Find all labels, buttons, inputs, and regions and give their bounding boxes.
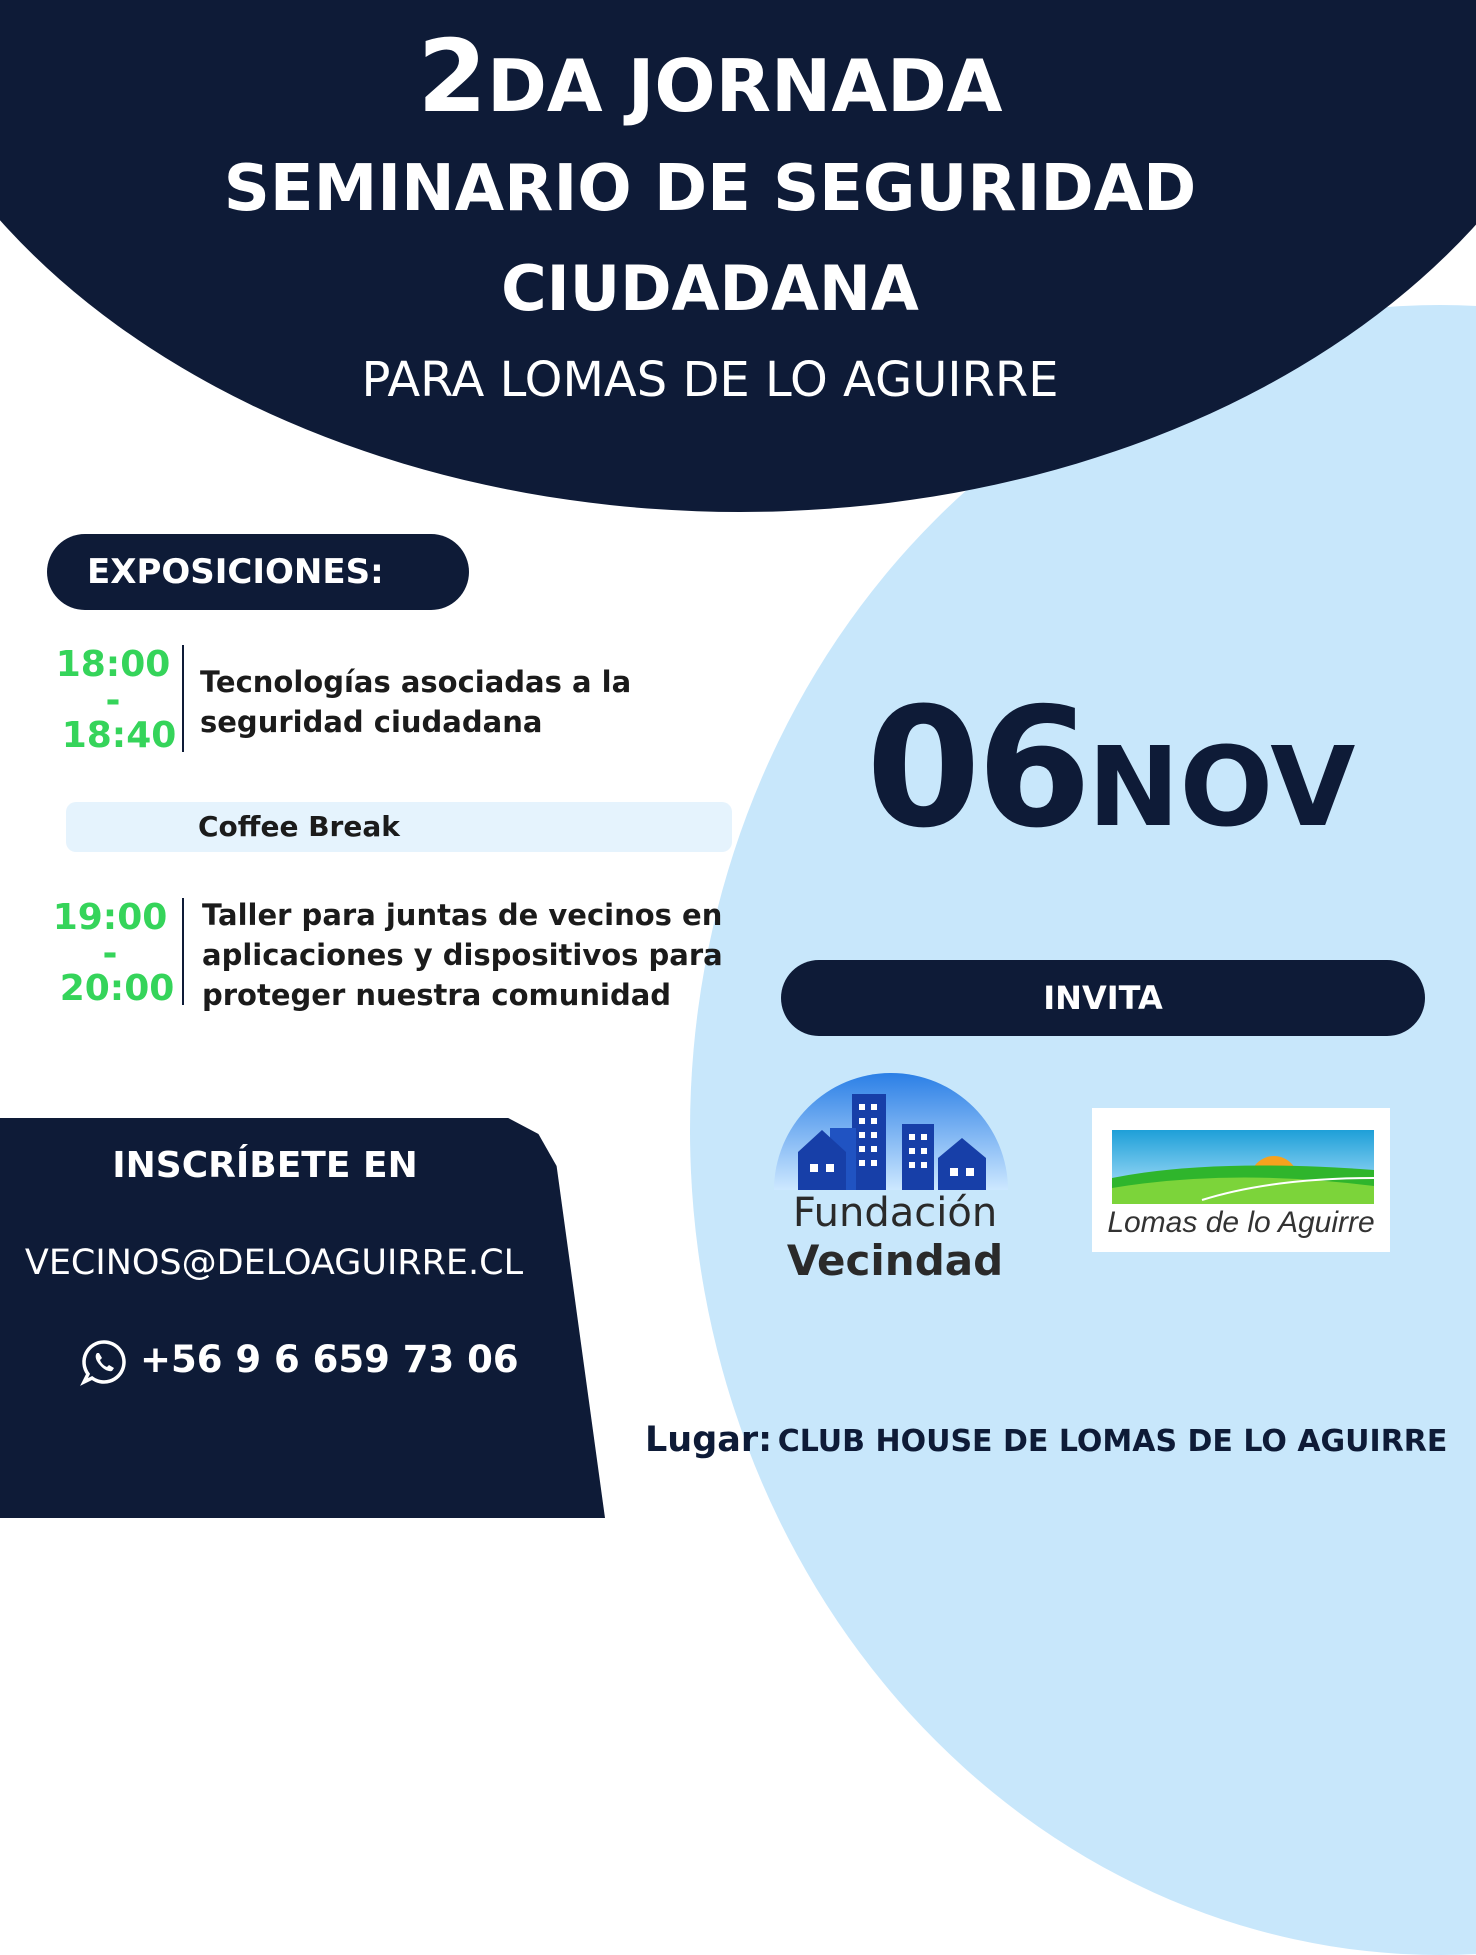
title-jornada	[0, 18, 1420, 135]
item1-end-time: 18:40	[61, 715, 177, 756]
title-jornada-number: 2	[417, 18, 488, 135]
inscripcion-email[interactable]: VECINOS@DELOAGUIRRE.CL	[24, 1243, 524, 1283]
lomas-logo-text: Lomas de lo Aguirre	[1107, 1206, 1375, 1239]
coffee-break-bar: Coffee Break	[66, 802, 732, 852]
title-subtitle: PARA LOMAS DE LO AGUIRRE	[361, 352, 1059, 408]
title-jornada-text: DA JORNADA	[487, 44, 1003, 128]
item2-start-time: 19:00	[52, 897, 168, 938]
fundacion-logo-line2: Vecindad	[786, 1236, 1004, 1285]
inscripcion-label: INSCRÍBETE EN	[112, 1145, 418, 1186]
title-ciudadana: CIUDADANA	[501, 252, 919, 325]
item2-separator: -	[102, 933, 118, 974]
fundacion-logo-line1: Fundación	[792, 1190, 998, 1236]
item1-separator: -	[105, 680, 121, 721]
whatsapp-icon	[80, 1338, 128, 1386]
item2-description	[202, 895, 723, 1015]
inscripcion-phone[interactable]: +56 9 6 659 73 06	[140, 1338, 519, 1381]
event-day: 06	[866, 672, 1088, 864]
event-date	[866, 672, 1355, 864]
item1-desc-line2: seguridad ciudadana	[200, 705, 543, 739]
item1-description	[200, 662, 631, 742]
item2-divider	[182, 898, 184, 1005]
lugar-label: Lugar:	[645, 1420, 773, 1460]
item2-desc-line3: proteger nuestra comunidad	[202, 978, 672, 1012]
invita-label: INVITA	[781, 960, 1425, 1036]
item1-start-time: 18:00	[55, 644, 171, 685]
lugar-value: CLUB HOUSE DE LOMAS DE LO AGUIRRE	[777, 1424, 1448, 1459]
lugar-line	[645, 1420, 1447, 1460]
item2-desc-line1: Taller para juntas de vecinos en	[202, 898, 723, 932]
title-seminario: SEMINARIO DE SEGURIDAD	[223, 152, 1197, 226]
event-month: NOV	[1087, 723, 1356, 851]
item2-desc-line2: aplicaciones y dispositivos para	[202, 938, 723, 972]
item1-desc-line1: Tecnologías asociadas a la	[200, 665, 632, 699]
item2-end-time: 20:00	[59, 968, 175, 1009]
exposiciones-label: EXPOSICIONES:	[47, 534, 469, 610]
item1-divider	[182, 645, 184, 752]
